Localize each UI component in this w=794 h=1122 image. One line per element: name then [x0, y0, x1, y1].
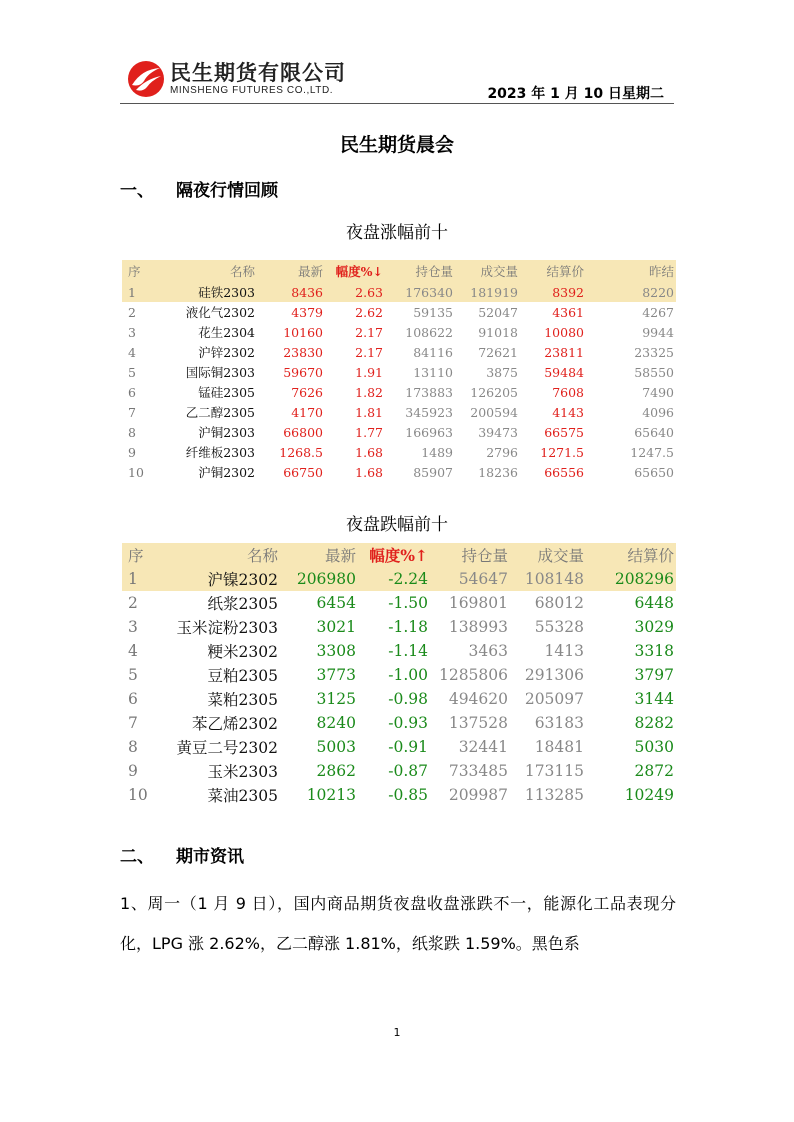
table-cell: 9: [128, 444, 136, 460]
table-cell: 8392: [520, 282, 586, 302]
table-cell: 1.77: [355, 424, 383, 440]
table-cell: 209987: [448, 786, 508, 804]
section-label: 期市资讯: [176, 847, 244, 867]
table-cell: 4267: [642, 304, 674, 320]
table-cell: 10: [128, 464, 144, 480]
table-cell: 纤维板2303: [185, 445, 255, 460]
table-row: [122, 342, 676, 362]
table-cell: 2.62: [355, 304, 383, 320]
table-cell: 18481: [534, 738, 584, 756]
table-cell: 8436: [257, 282, 325, 302]
table-cell: 5030: [634, 738, 674, 756]
company-logo: [126, 57, 366, 101]
table-cell: 173115: [524, 762, 584, 780]
table-cell: 208296: [586, 567, 676, 591]
table-cell: 1.91: [355, 364, 383, 380]
table-cell: -1.50: [388, 594, 428, 612]
table-cell: 54647: [430, 567, 510, 591]
table-cell: 65650: [634, 464, 674, 480]
table-row: [122, 783, 676, 807]
table-cell: -1.18: [388, 618, 428, 636]
table-cell: 豆粕2305: [207, 667, 278, 685]
table-cell: 菜粕2305: [207, 691, 278, 709]
table-cell: 2872: [634, 762, 674, 780]
table-cell: 181919: [455, 282, 520, 302]
table-cell: 3021: [316, 618, 356, 636]
table-cell: 63183: [534, 714, 584, 732]
table-cell: 1413: [544, 642, 584, 660]
table-cell: 66575: [544, 424, 584, 440]
table-cell: 108622: [405, 324, 453, 340]
table-cell: 7626: [291, 384, 323, 400]
table-cell: 沪铜2302: [198, 465, 255, 480]
table-cell: 10160: [283, 324, 323, 340]
table-cell: 52047: [478, 304, 518, 320]
column-header: 最新: [257, 260, 325, 282]
table-cell: 沪锌2302: [198, 345, 255, 360]
table-cell: 8: [128, 738, 138, 756]
table-cell: -2.24: [358, 567, 430, 591]
table-cell: 6448: [634, 594, 674, 612]
table-cell: 55328: [534, 618, 584, 636]
column-header: 幅度%↑: [358, 543, 430, 567]
table-row: [122, 615, 676, 639]
table-cell: 58550: [634, 364, 674, 380]
table-cell: 1.68: [355, 464, 383, 480]
column-header: 名称: [162, 543, 280, 567]
table-cell: 硅铁2303: [162, 282, 257, 302]
table-cell: 液化气2302: [185, 305, 255, 320]
table-cell: 32441: [458, 738, 508, 756]
table-cell: 166963: [405, 424, 453, 440]
table-cell: 10080: [544, 324, 584, 340]
table-cell: 126205: [470, 384, 518, 400]
table-cell: 4096: [642, 404, 674, 420]
table-cell: 1247.5: [630, 444, 674, 460]
table-row: [122, 322, 676, 342]
table-cell: 7: [128, 714, 138, 732]
table-cell: 1271.5: [540, 444, 584, 460]
table-cell: 3125: [316, 690, 356, 708]
table-cell: 5003: [316, 738, 356, 756]
table-cell: 2: [128, 594, 138, 612]
column-header: 持仓量: [430, 543, 510, 567]
table-row: [122, 302, 676, 322]
table-cell: 1268.5: [279, 444, 323, 460]
table-cell: 10213: [306, 786, 356, 804]
column-header: 成交量: [455, 260, 520, 282]
table-cell: 72621: [478, 344, 518, 360]
table-cell: 65640: [634, 424, 674, 440]
table-row: [122, 462, 676, 482]
table-cell: 345923: [405, 404, 453, 420]
table-cell: 10249: [624, 786, 674, 804]
table-cell: 2: [128, 304, 136, 320]
table-cell: -0.91: [388, 738, 428, 756]
table-cell: 乙二醇2305: [185, 405, 255, 420]
section-number: 一、: [120, 181, 154, 201]
table-cell: 91018: [478, 324, 518, 340]
logo-company-name-cn: 民生期货有限公司: [170, 61, 346, 85]
table-cell: 68012: [534, 594, 584, 612]
table-cell: 59484: [544, 364, 584, 380]
table-cell: 国际铜2303: [185, 365, 255, 380]
table-cell: 1.68: [355, 444, 383, 460]
table-cell: 3: [128, 324, 136, 340]
table-cell: 8240: [316, 714, 356, 732]
table-cell: 6: [128, 384, 136, 400]
table-cell: 苯乙烯2302: [192, 715, 278, 733]
table-cell: 4379: [291, 304, 323, 320]
table-cell: 138993: [448, 618, 508, 636]
table-cell: 花生2304: [198, 325, 255, 340]
table-row: [122, 402, 676, 422]
table-cell: 8: [128, 424, 136, 440]
table-cell: 4: [128, 642, 138, 660]
table-cell: 3773: [316, 666, 356, 684]
table-cell: 纸浆2305: [207, 595, 278, 613]
table-cell: -0.93: [388, 714, 428, 732]
table-row: [122, 735, 676, 759]
column-header: 结算价: [520, 260, 586, 282]
table-cell: 4143: [552, 404, 584, 420]
news-paragraph: 1、周一（1 月 9 日），国内商品期货夜盘收盘涨跌不一，能源化工品表现分化，LPG 涨 2.62%，乙二醇涨 1.81%，纸浆跌 1.59%。黑色系: [120, 894, 676, 953]
column-header: 成交量: [510, 543, 586, 567]
losers-table-title: 夜盘跌幅前十: [346, 515, 448, 535]
table-cell: 3029: [634, 618, 674, 636]
table-cell: 4: [128, 344, 136, 360]
table-row: [122, 711, 676, 735]
table-cell: -0.87: [388, 762, 428, 780]
table-cell: 1: [122, 567, 162, 591]
report-date: 2023 年 1 月 10 日星期二: [487, 86, 664, 102]
table-cell: -0.98: [388, 690, 428, 708]
table-cell: 3463: [468, 642, 508, 660]
table-cell: 玉米淀粉2303: [176, 619, 278, 637]
column-header: 最新: [280, 543, 358, 567]
table-cell: 沪铜2303: [198, 425, 255, 440]
table-row: [122, 382, 676, 402]
table-cell: 3144: [634, 690, 674, 708]
page-header: [120, 55, 674, 104]
table-cell: 23830: [283, 344, 323, 360]
table-row: [122, 422, 676, 442]
column-header: 昨结: [586, 260, 676, 282]
table-cell: 粳米2302: [207, 643, 278, 661]
table-row: [122, 442, 676, 462]
column-header: 持仓量: [385, 260, 455, 282]
section-heading-overnight-review: [120, 176, 278, 201]
table-cell: 66800: [283, 424, 323, 440]
table-cell: 7490: [642, 384, 674, 400]
table-cell: 206980: [280, 567, 358, 591]
section-number: 二、: [120, 847, 154, 867]
table-cell: -0.85: [388, 786, 428, 804]
table-cell: 494620: [448, 690, 508, 708]
table-cell: 玉米2303: [207, 763, 278, 781]
table-cell: 沪镍2302: [162, 567, 280, 591]
table-row: [122, 567, 676, 591]
table-cell: 10: [128, 786, 148, 804]
table-cell: 4170: [291, 404, 323, 420]
table-cell: 9944: [642, 324, 674, 340]
table-cell: 锰硅2305: [198, 385, 255, 400]
column-header: 幅度%↓: [325, 260, 385, 282]
page-number: 1: [393, 1026, 401, 1039]
table-cell: 3: [128, 618, 138, 636]
table-cell: 173883: [405, 384, 453, 400]
table-cell: -1.14: [388, 642, 428, 660]
table-cell: 5: [128, 364, 136, 380]
table-cell: 3875: [486, 364, 518, 380]
section-label: 隔夜行情回顾: [176, 181, 278, 201]
table-cell: 9: [128, 762, 138, 780]
losers-table: [122, 543, 676, 807]
table-cell: 23325: [634, 344, 674, 360]
table-row: [122, 282, 676, 302]
table-cell: 85907: [413, 464, 453, 480]
table-cell: 23811: [544, 344, 584, 360]
table-row: [122, 362, 676, 382]
table-cell: 200594: [470, 404, 518, 420]
table-cell: 2862: [316, 762, 356, 780]
gainers-table-title: 夜盘涨幅前十: [346, 223, 448, 243]
document-title: 民生期货晨会: [339, 134, 454, 156]
table-cell: 5: [128, 666, 138, 684]
table-cell: 8220: [586, 282, 676, 302]
table-row: [122, 759, 676, 783]
table-cell: 6: [128, 690, 138, 708]
table-cell: 2796: [486, 444, 518, 460]
column-header: 序: [122, 260, 162, 282]
logo-company-name-en: MINSHENG FUTURES CO.,LTD.: [170, 85, 334, 96]
table-cell: 59670: [283, 364, 323, 380]
table-cell: 菜油2305: [207, 787, 278, 805]
table-cell: 108148: [510, 567, 586, 591]
table-cell: 2.17: [355, 344, 383, 360]
table-row: [122, 639, 676, 663]
table-cell: 59135: [413, 304, 453, 320]
table-cell: 291306: [524, 666, 584, 684]
table-cell: 2.63: [325, 282, 385, 302]
table-cell: 1.81: [355, 404, 383, 420]
table-cell: 113285: [524, 786, 584, 804]
table-cell: 176340: [385, 282, 455, 302]
column-header: 序: [122, 543, 162, 567]
table-cell: 1285806: [438, 666, 508, 684]
table-cell: 3797: [634, 666, 674, 684]
table-cell: -1.00: [388, 666, 428, 684]
table-row: [122, 663, 676, 687]
table-cell: 205097: [524, 690, 584, 708]
table-cell: 6454: [316, 594, 356, 612]
table-cell: 18236: [478, 464, 518, 480]
table-cell: 1.82: [355, 384, 383, 400]
table-cell: 7: [128, 404, 136, 420]
table-cell: 8282: [634, 714, 674, 732]
table-cell: 2.17: [355, 324, 383, 340]
column-header: 名称: [162, 260, 257, 282]
column-header: 结算价: [586, 543, 676, 567]
table-cell: 137528: [448, 714, 508, 732]
logo-mark-icon: [126, 59, 166, 99]
section-heading-market-news: [120, 842, 244, 867]
table-cell: 66556: [544, 464, 584, 480]
table-cell: 66750: [283, 464, 323, 480]
table-cell: 4361: [552, 304, 584, 320]
table-cell: 1489: [421, 444, 453, 460]
table-cell: 84116: [413, 344, 453, 360]
table-cell: 7608: [552, 384, 584, 400]
table-cell: 169801: [448, 594, 508, 612]
table-cell: 13110: [413, 364, 453, 380]
table-cell: 3308: [316, 642, 356, 660]
table-cell: 733485: [448, 762, 508, 780]
table-cell: 39473: [478, 424, 518, 440]
gainers-table: [122, 260, 676, 482]
table-cell: 1: [122, 282, 162, 302]
table-cell: 3318: [634, 642, 674, 660]
table-row: [122, 687, 676, 711]
table-row: [122, 591, 676, 615]
table-cell: 黄豆二号2302: [176, 739, 278, 757]
